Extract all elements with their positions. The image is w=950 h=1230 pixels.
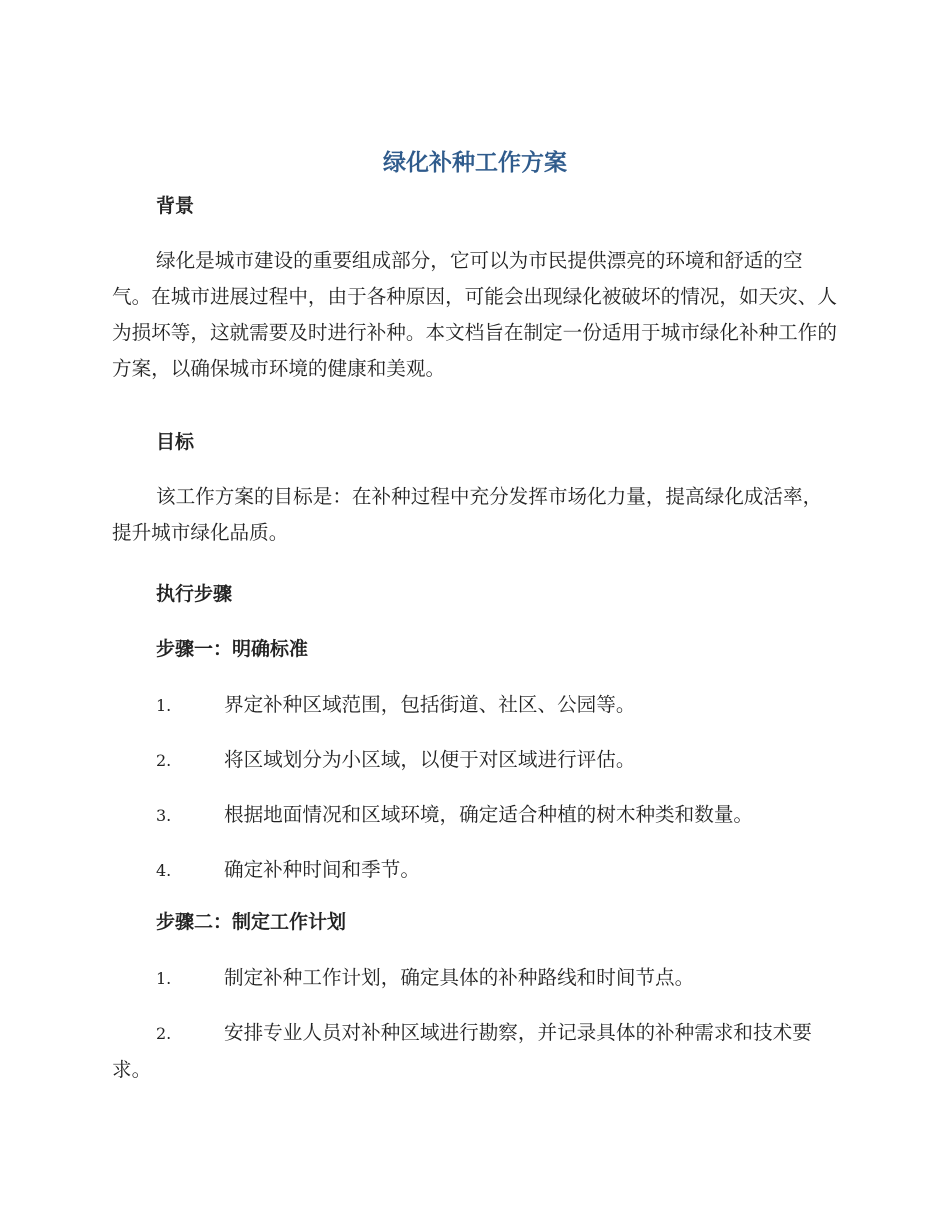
document-title: 绿化补种工作方案 — [383, 150, 567, 176]
list-item-number: 1. — [156, 696, 172, 715]
section-heading-steps: 执行步骤 — [156, 583, 233, 605]
list-item-number: 2. — [156, 1024, 172, 1043]
list-item-text: 界定补种区域范围，包括街道、社区、公园等。 — [224, 693, 636, 716]
section-heading-goal: 目标 — [156, 431, 195, 453]
paragraph-goal: 该工作方案的目标是：在补种过程中充分发挥市场化力量，提高绿化成活率，提升城市绿化品质。 — [112, 485, 823, 544]
list-item — [112, 742, 838, 779]
list-item-text: 确定补种时间和季节。 — [224, 858, 420, 881]
list-item — [112, 1015, 838, 1088]
section-heading-background: 背景 — [156, 195, 195, 217]
list-item — [112, 852, 838, 889]
list-item-text: 安排专业人员对补种区域进行勘察，并记录具体的补种需求和技术要求。 — [112, 1021, 812, 1081]
list-item — [112, 687, 838, 724]
list-item-text: 将区域划分为小区域，以便于对区域进行评估。 — [224, 748, 636, 771]
list-item-number: 1. — [156, 969, 172, 988]
list-item — [112, 797, 838, 834]
list-item — [112, 960, 838, 997]
list-item-number: 3. — [156, 806, 172, 825]
step-heading-1: 步骤一：明确标准 — [156, 638, 309, 660]
list-item-number: 2. — [156, 751, 172, 770]
step-heading-2: 步骤二：制定工作计划 — [156, 911, 347, 933]
list-item-text: 根据地面情况和区域环境，确定适合种植的树木种类和数量。 — [224, 803, 754, 826]
list-item-text: 制定补种工作计划，确定具体的补种路线和时间节点。 — [224, 966, 695, 989]
list-item-number: 4. — [156, 861, 172, 880]
paragraph-background: 绿化是城市建设的重要组成部分，它可以为市民提供漂亮的环境和舒适的空气。在城市进展过程中，由于各种原因，可能会出现绿化被破坏的情况，如天灾、人为损坏等，这就需要及时进行补种。本文档旨在制定一份适用于城市绿化补种工作的方案，以确保城市环境的健康和美观。 — [112, 249, 837, 380]
